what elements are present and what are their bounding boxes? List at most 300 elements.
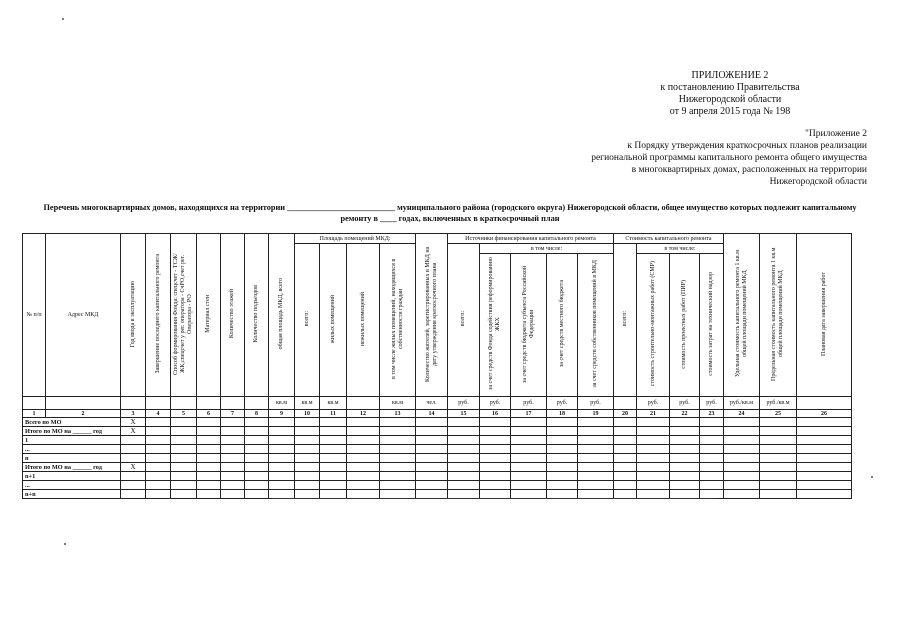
table-cell [320,481,347,490]
unit-cell: руб./кв.м [724,397,760,410]
table-row [23,427,852,436]
column-number-cell: 17 [511,410,547,418]
table-cell [578,463,614,472]
table-cell [269,418,295,427]
col-header-design-cost: стоимость проектных работ (ПИР) [670,254,700,397]
col-header-planned-date: Плановая дата завершения работ [797,234,852,397]
table-cell [797,445,852,454]
table-cell [269,436,295,445]
table-cell [670,418,700,427]
column-number-cell: 7 [221,410,245,418]
table-cell [578,436,614,445]
col-header-wall-material: Материал стен [197,234,221,397]
table-cell [320,445,347,454]
unit-cell: руб. [448,397,480,410]
column-number-cell: 21 [637,410,670,418]
unit-cell: руб. [480,397,511,410]
table-cell [448,463,480,472]
table-cell [724,481,760,490]
row-label: ... [23,481,121,490]
column-number-cell: 2 [46,410,121,418]
table-cell [380,436,416,445]
table-cell [760,445,797,454]
table-cell [637,427,670,436]
table-cell [347,427,380,436]
table-cell [320,427,347,436]
table-cell [578,418,614,427]
appendix-line: Нижегородской области [769,177,867,187]
appendix-line: региональной программы капитального ремонта общего имущества [591,153,867,163]
table-cell [197,427,221,436]
col-header-total-area: общая площадь МКД, всего [269,234,295,397]
col-header-area-private: в том числе жилых помещений, находящихся в собственности граждан [380,244,416,397]
scan-speck [871,476,873,478]
table-cell [547,454,578,463]
table-cell [320,418,347,427]
table-cell [146,436,171,445]
unit-cell: чел. [416,397,448,410]
table-cell [547,418,578,427]
table-cell [670,481,700,490]
table-cell [760,490,797,499]
table-cell [380,418,416,427]
table-cell [480,454,511,463]
table-cell [221,427,245,436]
table-cell [347,454,380,463]
table-cell [221,490,245,499]
column-number-cell: 26 [797,410,852,418]
table-cell [797,427,852,436]
unit-cell: руб. [547,397,578,410]
table-cell [700,436,724,445]
table-cell [700,463,724,472]
table-cell [221,436,245,445]
table-cell [511,481,547,490]
table-cell [347,418,380,427]
table-cell [448,427,480,436]
table-cell [146,472,171,481]
scan-speck [62,18,64,20]
table-cell [221,472,245,481]
table-cell [700,427,724,436]
table-cell [797,463,852,472]
col-header-local-budget: за счет средств местного бюджета [547,254,578,397]
table-cell [245,418,269,427]
table-row [23,445,852,454]
table-cell [480,463,511,472]
table-cell [797,454,852,463]
table-cell [637,436,670,445]
table-cell [547,436,578,445]
table-row [23,472,852,481]
table-cell [724,454,760,463]
table-cell [245,472,269,481]
header-line: ПРИЛОЖЕНИЕ 2 [691,70,769,81]
row-label: n+n [23,490,121,499]
table-cell [724,490,760,499]
col-header-area-nonliving: нежилых помещений [347,244,380,397]
table-cell [480,472,511,481]
table-cell [797,436,852,445]
table-cell [171,463,197,472]
table-cell [448,418,480,427]
table-cell [511,463,547,472]
unit-cell: руб. [700,397,724,410]
group-header-area: Площадь помещений МКД: [295,234,416,244]
table-cell [347,445,380,454]
col-header-address: Адрес МКД [46,234,121,397]
row-mark [121,445,146,454]
unit-cell [197,397,221,410]
table-cell [197,418,221,427]
table-cell [448,436,480,445]
table-cell [295,454,320,463]
table-cell [480,418,511,427]
table-cell [146,463,171,472]
table-cell [171,436,197,445]
title-line-2: ремонту в ____ годах, включенных в краткосрочный план [340,214,560,223]
table-cell [511,454,547,463]
table-cell [637,445,670,454]
table-cell [760,463,797,472]
unit-cell [347,397,380,410]
table-cell [380,463,416,472]
table-cell [197,481,221,490]
column-number-cell: 5 [171,410,197,418]
table-cell [511,445,547,454]
unit-cell: кв.м [320,397,347,410]
table-cell [380,427,416,436]
table-row [23,436,852,445]
numbers-row [23,410,852,418]
unit-cell: кв.м [295,397,320,410]
table-cell [295,436,320,445]
table-cell [797,490,852,499]
appendix-line: в многоквартирных домах, расположенных на территории [631,165,867,175]
row-label: Итого по МО на ______ год [23,427,121,436]
table-cell [295,463,320,472]
table-cell [578,445,614,454]
subgroup-header-cost: в том числе: [637,244,724,254]
table-cell [700,445,724,454]
table-cell [724,472,760,481]
table-cell [700,472,724,481]
unit-cell [23,397,46,410]
column-number-cell: 14 [416,410,448,418]
table-cell [245,445,269,454]
table-cell [724,418,760,427]
column-number-cell: 3 [121,410,146,418]
table-cell [320,454,347,463]
table-cell [416,454,448,463]
table-cell [269,445,295,454]
col-header-entrances: Количество подъездов [245,234,269,397]
column-number-cell: 19 [578,410,614,418]
table-cell [416,436,448,445]
table-cell [614,481,637,490]
table-cell [416,463,448,472]
table-cell [760,454,797,463]
table-cell [416,418,448,427]
column-number-cell: 4 [146,410,171,418]
table-cell [416,481,448,490]
column-number-cell: 1 [23,410,46,418]
table-row [23,463,852,472]
table-cell [197,454,221,463]
table-cell [245,427,269,436]
table-cell [171,454,197,463]
table-cell [197,445,221,454]
appendix-line: к Порядку утверждения краткосрочных планов реализации [627,141,867,151]
table-cell [320,463,347,472]
table-cell [547,481,578,490]
unit-cell: кв.м [380,397,416,410]
table-cell [724,463,760,472]
column-number-cell: 6 [197,410,221,418]
table-cell [221,454,245,463]
table-cell [171,418,197,427]
table-cell [347,436,380,445]
appendix-line: "Приложение 2 [805,129,867,139]
table-cell [670,427,700,436]
column-number-cell: 15 [448,410,480,418]
table-cell [578,454,614,463]
table-cell [760,427,797,436]
table-cell [448,472,480,481]
table-cell [380,454,416,463]
table-cell [146,418,171,427]
document-title [40,202,860,224]
unit-cell [171,397,197,410]
table-cell [547,445,578,454]
col-header-cost-total: всего: [614,244,637,397]
table-cell [416,445,448,454]
table-cell [637,472,670,481]
row-label: Итого по МО на ______ год [23,463,121,472]
column-number-cell: 18 [547,410,578,418]
table-cell [700,418,724,427]
column-number-cell: 10 [295,410,320,418]
column-number-cell: 8 [245,410,269,418]
table-cell [637,463,670,472]
column-number-cell: 20 [614,410,637,418]
table-cell [171,490,197,499]
table-cell [146,481,171,490]
table-cell [380,481,416,490]
header-line: Нижегородской области [678,94,782,105]
table-cell [295,445,320,454]
table-cell [146,490,171,499]
row-mark [121,490,146,499]
column-number-cell: 16 [480,410,511,418]
table-cell [511,418,547,427]
table-cell [578,427,614,436]
table-cell [295,472,320,481]
table-cell [614,472,637,481]
table-cell [614,418,637,427]
table-cell [578,472,614,481]
table-cell [670,463,700,472]
table-cell [578,481,614,490]
column-number-cell: 23 [700,410,724,418]
row-label: 1 [23,436,121,445]
table-cell [724,445,760,454]
table-cell [448,445,480,454]
row-label: n+1 [23,472,121,481]
table-cell [416,427,448,436]
table-cell [511,472,547,481]
table-cell [614,463,637,472]
col-header-regional-budget: за счет средств бюджета субъекта Российской Федерации [511,254,547,397]
table-cell [197,463,221,472]
table-cell [269,427,295,436]
table-cell [448,481,480,490]
unit-cell: руб. [670,397,700,410]
col-header-last-repair: Завершение последнего капитального ремонта [146,234,171,397]
table-cell [171,472,197,481]
table-cell [448,454,480,463]
group-header-sources: Источники финансирования капитального ремонта [448,234,614,244]
column-number-cell: 24 [724,410,760,418]
table-cell [797,481,852,490]
row-label: n [23,454,121,463]
table-cell [245,481,269,490]
col-header-max-cost: Предельная стоимость капитального ремонта 1 кв.м общей площади помещений МКД [760,234,797,397]
col-header-year: Год ввода в эксплуатацию [121,234,146,397]
table-cell [760,472,797,481]
column-number-cell: 13 [380,410,416,418]
table-cell [320,472,347,481]
row-label: ... [23,445,121,454]
unit-cell [121,397,146,410]
column-number-cell: 12 [347,410,380,418]
subgroup-header-sources: в том числе: [480,244,614,254]
table-cell [700,481,724,490]
unit-cell [797,397,852,410]
table-cell [511,427,547,436]
table-cell [197,490,221,499]
table-cell [670,436,700,445]
table-cell [760,481,797,490]
table-cell [480,436,511,445]
table-cell [637,454,670,463]
table-cell [171,427,197,436]
resolution-header [615,70,845,118]
table-cell [670,454,700,463]
table-cell [760,418,797,427]
table-cell [295,427,320,436]
table-cell [797,418,852,427]
table-cell [480,427,511,436]
col-header-owners-funds: за счет средств собственников помещений в МКД [578,254,614,397]
table-cell [171,481,197,490]
table-cell [295,481,320,490]
column-number-cell: 11 [320,410,347,418]
row-mark [121,454,146,463]
table-cell [320,436,347,445]
table-cell [197,436,221,445]
unit-cell: руб. [637,397,670,410]
table-cell [245,463,269,472]
table-cell [547,463,578,472]
col-header-floors: Количество этажей [221,234,245,397]
table-cell [347,463,380,472]
title-line-1: Перечень многоквартирных домов, находящихся на территории __________________________ муниципального района (городского округа) Нижегородской области, общее имущество которых подлежит капитальному [43,203,857,212]
column-number-cell: 9 [269,410,295,418]
table-cell [511,436,547,445]
col-header-area-living: жилых помещений [320,244,347,397]
unit-cell [245,397,269,410]
table-cell [547,427,578,436]
table-cell [245,454,269,463]
units-row [23,397,852,410]
table-row [23,454,852,463]
col-header-fund-reform: за счет средств Фонда содействия реформированию ЖКХ [480,254,511,397]
table-cell [724,436,760,445]
col-header-supervision-cost: стоимость затрат на технический надзор [700,254,724,397]
table-cell [670,445,700,454]
table-cell [269,463,295,472]
col-header-construction-cost: стоимость строительно-монтажных работ (СМР) [637,254,670,397]
table-cell [547,472,578,481]
table-cell [380,472,416,481]
table-cell [146,454,171,463]
table-cell [269,454,295,463]
unit-cell: руб. [511,397,547,410]
col-header-residents: Количество жителей, зарегистрированных в МКД на дату утверждения краткосрочного плана [416,234,448,397]
table-cell [245,490,269,499]
table-cell [637,481,670,490]
col-header-num: № п/п [23,234,46,397]
row-mark [121,436,146,445]
unit-cell [46,397,121,410]
table-cell [146,445,171,454]
row-mark [121,481,146,490]
unit-cell: кв.м [269,397,295,410]
col-header-sources-total: всего: [448,244,480,397]
table-cell [295,418,320,427]
unit-cell: руб./кв.м [760,397,797,410]
table-cell [670,472,700,481]
table-cell [637,418,670,427]
appendix-header [537,128,867,188]
row-mark: X [121,418,146,427]
table-cell [269,472,295,481]
table-cell [347,481,380,490]
table-row [23,481,852,490]
table-cell [221,463,245,472]
table-cell [197,472,221,481]
col-header-unit-cost: Удельная стоимость капитального ремонта 1 кв.м общей площади помещений МКД [724,234,760,397]
header-line: от 9 апреля 2015 года № 198 [669,106,791,117]
table-cell [221,481,245,490]
table-cell [760,436,797,445]
table-cell [269,481,295,490]
column-number-cell: 22 [670,410,700,418]
table-row [23,418,852,427]
column-number-cell: 25 [760,410,797,418]
table-cell [724,427,760,436]
table-cell [380,445,416,454]
houses-table [22,233,852,499]
unit-cell: руб. [578,397,614,410]
table-cell [146,427,171,436]
row-mark [121,472,146,481]
scan-speck [64,543,66,545]
table-cell [171,445,197,454]
table-cell [221,418,245,427]
table-cell [797,472,852,481]
